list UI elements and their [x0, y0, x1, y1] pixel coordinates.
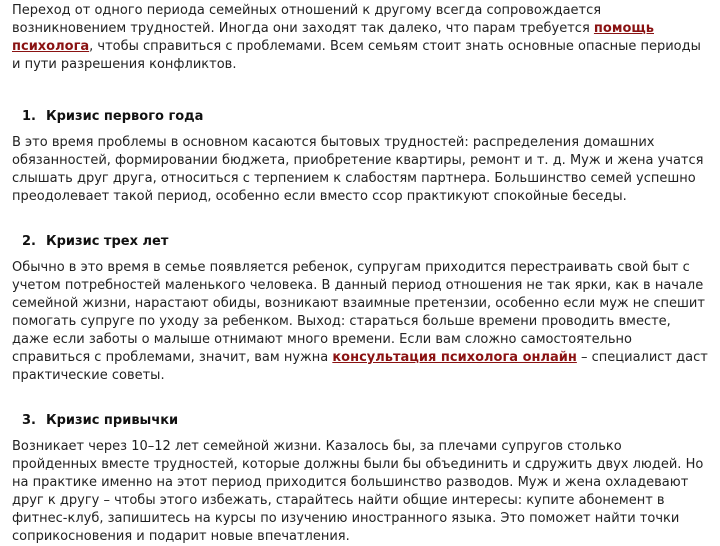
section-1-heading	[12, 108, 708, 126]
section-3-heading	[12, 412, 708, 430]
section-3-body: Возникает через 10–12 лет семейной жизни. Казалось бы, за плечами супругов столько пройденных вместе трудностей, которые должны были бы объединить и сдружить двух людей. Но на практике именно на этот период приходится большинство разводов. Муж и жена охладевают друг к другу – чтобы этого избежать, старайтесь найти общие интересы: купите абонемент в фитнес-клуб, запишитесь на курсы по изучению иностранного языка. Это поможет найти точки соприкосновения и подарит новые впечатления.	[12, 439, 704, 544]
section-3-number: 3.	[22, 413, 36, 428]
intro-text-before: Переход от одного периода семейных отношений к другому всегда сопровождается возникновением трудностей. Иногда они заходят так далеко, что парам требуется	[12, 3, 602, 36]
section-3-title: Кризис привычки	[46, 413, 179, 428]
intro-text-after: , чтобы справиться с проблемами. Всем семьям стоит знать основные опасные периоды и пути разрешения конфликтов.	[12, 39, 701, 72]
section-1-body: В это время проблемы в основном касаются бытовых трудностей: распределения домашних обязанностей, формировании бюджета, приобретение квартиры, ремонт и т. д. Муж и жена учатся слышать друг друга, относиться с терпением к слабостям партнера. Большинство семей успешно преодолевает такой период, особенно если вместо ссор практикуют спокойные беседы.	[12, 135, 704, 204]
psychologist-help-link[interactable]: помощь психолога	[12, 21, 654, 54]
section-2-title: Кризис трех лет	[46, 234, 169, 249]
section-2-body-before: Обычно в это время в семье появляется ребенок, супругам приходится перестраивать свой быт с учетом потребностей маленького человека. В данный период отношения не так ярки, как в начале семейной жизни, нарастают обиды, возникают взаимные претензии, особенно если муж не спешит помогать супруге по уходу за ребенком. Выход: стараться больше времени проводить вместе, даже если заботы о малыше отнимают много времени. Если вам сложно самостоятельно справиться с проблемами, значит, вам нужна	[12, 260, 705, 365]
section-1-number: 1.	[22, 109, 36, 124]
section-2-body	[12, 259, 708, 385]
section-2-number: 2.	[22, 234, 36, 249]
section-2-heading	[12, 233, 708, 251]
intro-paragraph	[12, 0, 708, 74]
online-consultation-link[interactable]: консультация психолога онлайн	[332, 350, 577, 365]
section-1-title: Кризис первого года	[46, 109, 204, 124]
section-2-body-after: – специалист даст практические советы.	[12, 350, 708, 383]
